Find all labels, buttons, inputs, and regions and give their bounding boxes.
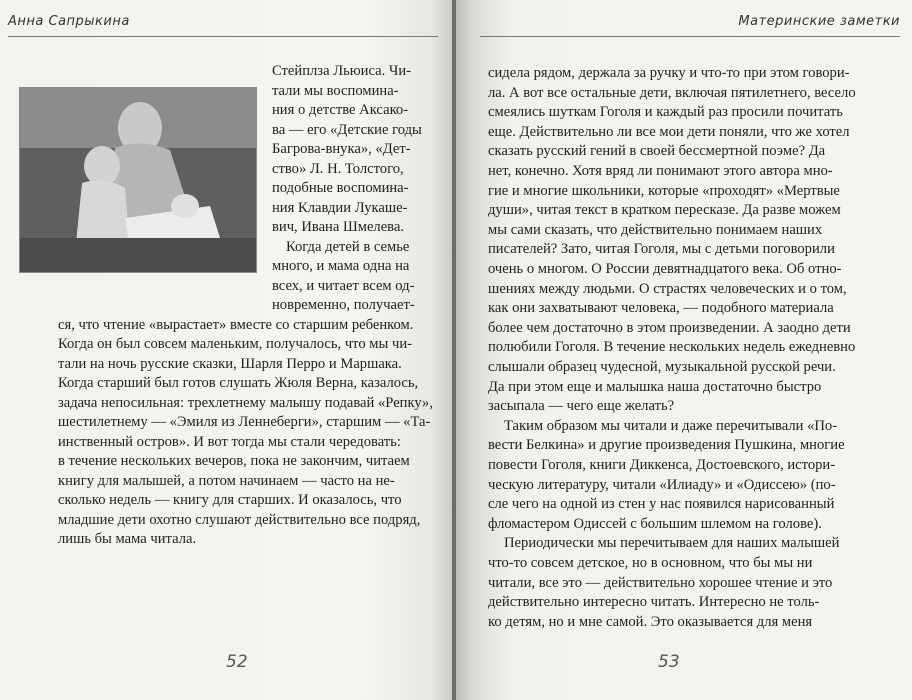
text-line: Когда старший был готов слушать Жюля Верна, казалось,	[58, 375, 419, 391]
text-line: новременно, получает-	[272, 297, 415, 313]
text-line: ся, что чтение «вырастает» вместе со старшим ребенком.	[58, 316, 414, 333]
text-line: ство» Л. Н. Толстого,	[272, 160, 404, 177]
text-line: слышали образец чудесной, музыкальной русской речи.	[488, 359, 836, 375]
text-line: Периодически мы перечитываем для наших малышей	[504, 535, 840, 552]
photo-illustration	[20, 88, 256, 272]
text-line: ния Клавдии Лукаше-	[272, 199, 408, 216]
text-line: Когда он был совсем маленьким, получалось, что мы чи-	[58, 336, 413, 352]
text-line: мы сами сказать, что действительно понимаем наших	[488, 221, 823, 238]
text-line: смеялись шуткам Гоголя и каждый раз просили почитать	[488, 104, 843, 121]
right-running-head: Материнские заметки	[738, 14, 900, 29]
text-line: всех, и читает всем од-	[272, 277, 415, 294]
text-line: ческую литературу, читали «Илиаду» и «Одиссею» (по-	[488, 476, 836, 493]
text-line: более чем достаточно в этом произведении. А заодно дети	[488, 319, 851, 336]
text-line: сле чего на одной из стен у нас появился нарисованный	[488, 496, 835, 513]
text-line: ния о детстве Аксако-	[272, 102, 409, 118]
text-line: действительно интересно читать. Интересно не толь-	[488, 594, 820, 611]
text-line: много, и мама одна на	[272, 258, 410, 274]
left-header-rule	[8, 36, 438, 37]
text-line: в течение нескольких вечеров, пока не закончим, читаем	[58, 453, 410, 469]
text-line: лишь бы мама читала.	[58, 531, 197, 547]
right-page-number: 53	[658, 652, 680, 672]
text-line: писателей? Зато, читая Гоголя, мы с детьми поговорили	[488, 241, 835, 258]
text-line: задача непосильная: трехлетнему малышу подавай «Репку»,	[58, 394, 433, 411]
right-header-rule	[480, 36, 900, 37]
mother-reading-photo	[20, 88, 256, 272]
text-line: засыпала — чего еще желать?	[488, 398, 675, 415]
text-line: Да при этом еще и малышка наша достаточно быстро	[488, 378, 822, 395]
text-line: вести Белкина» и другие произведения Пушкина, многие	[488, 437, 845, 454]
text-line: читали, все это — действительно хорошее чтение и это	[488, 574, 833, 591]
text-line: вич, Ивана Шмелева.	[272, 219, 405, 235]
text-line: Таким образом мы читали и даже перечитывали «По-	[504, 417, 838, 434]
text-line: нет, конечно. Хотя вряд ли понимают этого автора мно-	[488, 163, 833, 179]
right-page	[456, 0, 912, 700]
text-line: тали на ночь русские сказки, Шарля Перро и Маршака.	[58, 355, 402, 372]
text-line: подобные воспомина-	[272, 180, 409, 196]
text-line: гие и многие школьники, которые «проходят» «Мертвые	[488, 182, 840, 199]
text-line: фломастером Одиссей с большим шлемом на голове).	[488, 515, 822, 532]
text-line: очень о многом. О России девятнадцатого века. Об отно-	[488, 261, 842, 277]
text-line: сказать русский гений в своей бессмертной поэме? Да	[488, 143, 826, 160]
text-line: шестилетнему — «Эмиля из Леннеберги», старшим — «Та-	[58, 414, 431, 430]
text-line: ла. А вот все остальные дети, включая пятилетнего, весело	[488, 84, 856, 101]
left-running-head: Анна Сапрыкина	[8, 14, 130, 29]
text-line: что-то совсем детское, но в основном, что бы мы ни	[488, 555, 813, 571]
text-line: инственный остров». И вот тогда мы стали чередовать:	[58, 433, 401, 450]
text-line: ко детям, но и мне самой. Это оказывается для меня	[488, 613, 813, 630]
text-line: книгу для малышей, а потом начинаем — часто на не-	[58, 472, 395, 489]
text-line: полюбили Гоголя. В течение нескольких недель ежедневно	[488, 339, 856, 356]
text-line: повести Гоголя, книги Диккенса, Достоевского, истори-	[488, 457, 836, 473]
text-line: сколько недель — книгу для старших. И оказалось, что	[58, 492, 402, 508]
text-line: души», читая текст в кратком пересказе. Да разве можем	[488, 202, 841, 219]
left-page-number: 52	[226, 652, 248, 672]
text-line: как они захватывают человека, — подобного материала	[488, 300, 834, 317]
text-line: Когда детей в семье	[286, 238, 410, 255]
text-line: сидела рядом, держала за ручку и что-то при этом говори-	[488, 65, 850, 81]
text-line: тали мы воспомина-	[272, 82, 399, 99]
text-line: младшие дети охотно слушают действительно все подряд,	[58, 511, 421, 528]
left-page	[0, 0, 454, 700]
text-line: Багрова-внука», «Дет-	[272, 141, 411, 157]
text-line: шениях между людьми. О страстях человеческих и о том,	[488, 280, 847, 297]
text-line: еще. Действительно ли все мои дети поняли, что же хотел	[488, 123, 850, 140]
text-line: Стейплза Льюиса. Чи-	[272, 63, 412, 79]
text-line: ва — его «Детские годы	[272, 121, 422, 138]
